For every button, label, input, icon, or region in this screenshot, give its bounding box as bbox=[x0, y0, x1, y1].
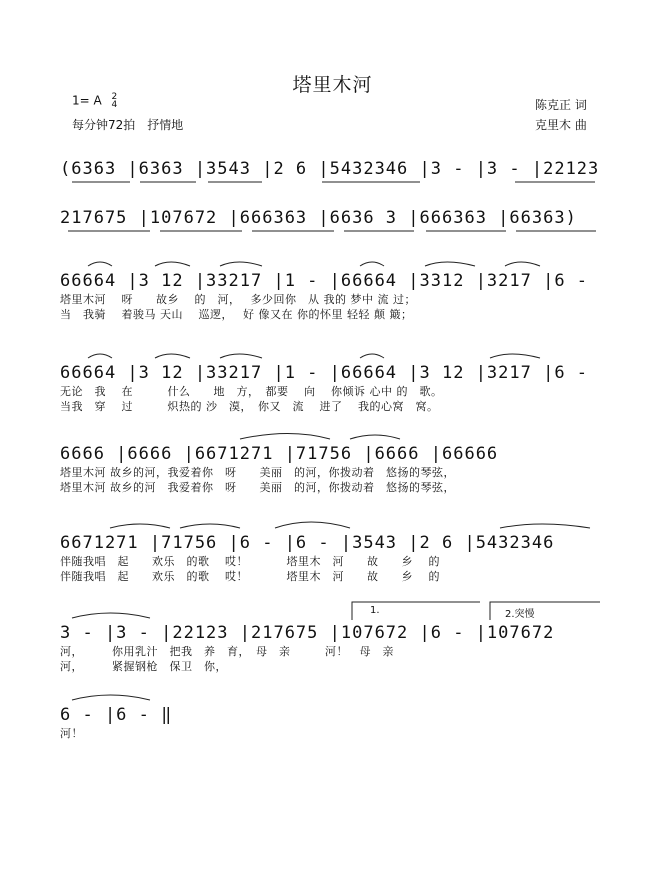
score-system-6 bbox=[60, 532, 600, 584]
lyric-verse-2: 当 我骑 着骏马 天山 巡逻， 好 像又在 你的怀里 轻轻 颠 簸； bbox=[60, 308, 413, 321]
lyric-verse-2: 伴随我唱 起 欢乐 的歌 哎！ 塔里木 河 故 乡 的 bbox=[60, 570, 440, 583]
notation-line: 3 - |3 - |22123 |217675 |107672 |6 - |107672 bbox=[60, 623, 555, 643]
score-system-2 bbox=[60, 207, 600, 229]
time-signature-bottom: 4 bbox=[111, 100, 118, 110]
lyric-verse-1: 伴随我唱 起 欢乐 的歌 哎！ 塔里木 河 故 乡 的 bbox=[60, 555, 440, 568]
slur bbox=[360, 262, 384, 266]
slur bbox=[240, 434, 330, 440]
lyric-verse-1: 塔里木河 故乡的河，我爱着你 呀 美丽 的河，你拨动着 悠扬的琴弦， bbox=[60, 466, 455, 479]
score-system-7 bbox=[60, 622, 600, 674]
lyric-verse-1: 河， 你用乳汁 把我 养 育， 母 亲 河！ 母 亲 bbox=[60, 645, 394, 658]
slur bbox=[88, 262, 112, 266]
score-system-8 bbox=[60, 704, 600, 741]
song-title: 塔里木河 bbox=[292, 74, 373, 96]
score-system-5 bbox=[60, 443, 600, 495]
score-system-4 bbox=[60, 362, 600, 414]
slur bbox=[350, 435, 400, 439]
slur bbox=[72, 695, 150, 700]
tempo-marking: 每分钟72拍 抒情地 bbox=[72, 118, 184, 132]
notation-line: 66664 |3 12 |33217 |1 - |66664 |3312 |3217 |6 - bbox=[60, 271, 589, 291]
score-system-3 bbox=[60, 270, 600, 322]
lyric-verse-2: 当我 穿 过 炽热的 沙 漠， 你又 流 进了 我的心窝 窝。 bbox=[60, 400, 439, 413]
slur bbox=[180, 524, 240, 528]
slur bbox=[505, 262, 540, 266]
lyric-verse-2: 河， 紧握钢枪 保卫 你， bbox=[60, 660, 227, 673]
notation-line: (6363 |6363 |3543 |2 6 |5432346 |3 - |3 - |22123 bbox=[60, 159, 600, 179]
notation-line: 6 - |6 - ‖ bbox=[60, 705, 173, 725]
time-signature bbox=[112, 93, 118, 109]
notation-line: 6666 |6666 |6671271 |71756 |6666 |66666 bbox=[60, 444, 499, 464]
notation-line: 217675 |107672 |666363 |6636 3 |666363 |66363) bbox=[60, 208, 577, 228]
slur bbox=[490, 354, 540, 358]
key-signature bbox=[72, 93, 117, 109]
slur bbox=[110, 524, 170, 528]
slur bbox=[155, 354, 190, 358]
slur bbox=[425, 262, 475, 266]
slur bbox=[72, 613, 150, 618]
second-ending-label: 2.突慢 bbox=[505, 609, 535, 620]
slur bbox=[220, 262, 262, 266]
slur bbox=[220, 354, 262, 358]
lyric-verse-1: 河！ bbox=[60, 727, 83, 740]
lyricist-credit: 陈克正 词 bbox=[535, 98, 587, 112]
slur bbox=[500, 524, 590, 528]
slur bbox=[275, 522, 350, 528]
slur bbox=[155, 262, 190, 266]
slur bbox=[360, 354, 384, 358]
notation-line: 6671271 |71756 |6 - |6 - |3543 |2 6 |5432346 bbox=[60, 533, 555, 553]
first-ending-label: 1. bbox=[370, 605, 380, 616]
slur bbox=[88, 354, 112, 358]
notation-line: 66664 |3 12 |33217 |1 - |66664 |3 12 |3217 |6 - bbox=[60, 363, 589, 383]
key-text: 1= A bbox=[72, 93, 102, 108]
lyric-verse-1: 无论 我 在 什么 地 方， 都要 向 你倾诉 心中 的 歌。 bbox=[60, 385, 443, 398]
lyric-verse-2: 塔里木河 故乡的河 我爱着你 呀 美丽 的河，你拨动着 悠扬的琴弦， bbox=[60, 481, 455, 494]
composer-credit: 克里木 曲 bbox=[535, 118, 587, 132]
lyric-verse-1: 塔里木河 呀 故乡 的 河， 多少回你 从 我的 梦中 流 过； bbox=[60, 293, 416, 306]
score-system-1 bbox=[60, 158, 600, 180]
time-signature-top: 2 bbox=[111, 92, 118, 102]
